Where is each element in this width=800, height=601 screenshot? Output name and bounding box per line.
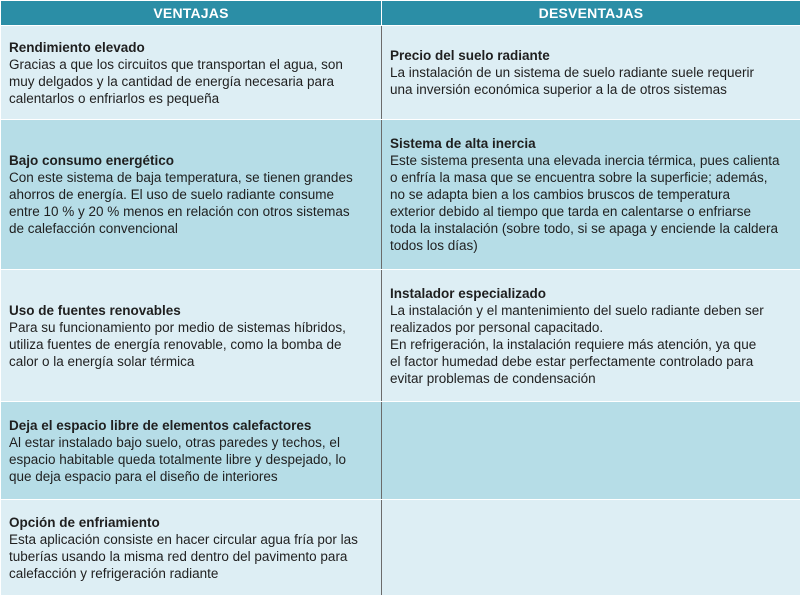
table-row — [1, 500, 800, 596]
ventaja-cell — [1, 26, 382, 120]
header-desventajas: DESVENTAJAS — [382, 1, 800, 26]
desventaja-line: Este sistema presenta una elevada inercia térmica, pues calienta — [390, 153, 780, 168]
table-row — [1, 120, 800, 270]
ventaja-line: calentarlos o enfriarlos es pequeña — [9, 90, 220, 106]
ventaja-line: espacio habitable queda totalmente libre y despejado, lo — [9, 451, 346, 467]
desventaja-cell — [382, 120, 800, 270]
ventaja-cell — [1, 270, 382, 402]
header-row — [1, 1, 800, 26]
ventaja-line: Para su funcionamiento por medio de sistemas híbridos, — [9, 319, 346, 335]
ventaja-line: Gracias a que los circuitos que transportan el agua, son — [9, 56, 343, 72]
header-ventajas: VENTAJAS — [1, 1, 382, 26]
desventaja-title: Instalador especializado — [390, 285, 547, 301]
ventaja-line: calefacción y refrigeración radiante — [9, 565, 219, 581]
desventaja-line: En refrigeración, la instalación requiere más atención, ya que — [390, 336, 757, 352]
table-row — [1, 270, 800, 402]
desventaja-title: Precio del suelo radiante — [390, 48, 550, 63]
desventaja-line: no se adapta bien a los cambios bruscos de temperatura — [390, 187, 730, 202]
desventaja-line: exterior debido al tiempo que tarda en calentarse o enfriarse — [390, 204, 751, 219]
ventaja-cell — [1, 120, 382, 270]
ventaja-line: Al estar instalado bajo suelo, otras paredes y techos, el — [9, 434, 340, 450]
ventaja-line: Con este sistema de baja temperatura, se tienen grandes — [9, 170, 353, 185]
desventaja-line: el factor humedad debe estar perfectamente controlado para — [390, 353, 754, 369]
ventaja-line: Esta aplicación consiste en hacer circular agua fría por las — [9, 531, 358, 547]
desventaja-line: una inversión económica superior a la de otros sistemas — [390, 82, 727, 97]
ventaja-line: ahorros de energía. El uso de suelo radiante consume — [9, 187, 334, 202]
table-row — [1, 26, 800, 120]
desventaja-line: todos los días) — [390, 238, 478, 253]
ventaja-title: Uso de fuentes renovables — [9, 302, 181, 318]
ventaja-line: entre 10 % y 20 % menos en relación con otros sistemas — [9, 204, 350, 219]
desventaja-line: o enfría la masa que se encuentra sobre la superficie; además, — [390, 170, 768, 185]
ventaja-title: Bajo consumo energético — [9, 153, 175, 168]
ventaja-line: de calefacción convencional — [9, 221, 178, 236]
desventaja-line: toda la instalación (sobre todo, si se apaga y enciende la caldera — [390, 221, 778, 236]
ventaja-title: Opción de enfriamiento — [9, 514, 160, 530]
ventaja-line: tuberías usando la misma red dentro del pavimento para — [9, 548, 348, 564]
desventaja-cell — [382, 26, 800, 120]
ventaja-title: Deja el espacio libre de elementos calefactores — [9, 417, 312, 433]
desventaja-line: La instalación y el mantenimiento del suelo radiante deben ser — [390, 302, 764, 318]
ventaja-cell — [1, 500, 382, 596]
ventaja-line: utiliza fuentes de energía renovable, como la bomba de — [9, 336, 342, 352]
table-row — [1, 402, 800, 500]
ventaja-line: muy delgados y la cantidad de energía necesaria para — [9, 73, 334, 89]
desventaja-cell-empty — [382, 500, 800, 596]
desventaja-line: realizados por personal capacitado. — [390, 319, 604, 335]
desventaja-line: evitar problemas de condensación — [390, 370, 596, 386]
desventaja-title: Sistema de alta inercia — [390, 136, 536, 151]
desventaja-cell — [382, 270, 800, 402]
desventaja-line: La instalación de un sistema de suelo radiante suele requerir — [390, 65, 754, 80]
ventaja-line: que deja espacio para el diseño de interiores — [9, 468, 278, 484]
ventaja-cell — [1, 402, 382, 500]
ventaja-line: calor o la energía solar térmica — [9, 353, 195, 369]
ventaja-title: Rendimiento elevado — [9, 39, 145, 55]
desventaja-cell-empty — [382, 402, 800, 500]
